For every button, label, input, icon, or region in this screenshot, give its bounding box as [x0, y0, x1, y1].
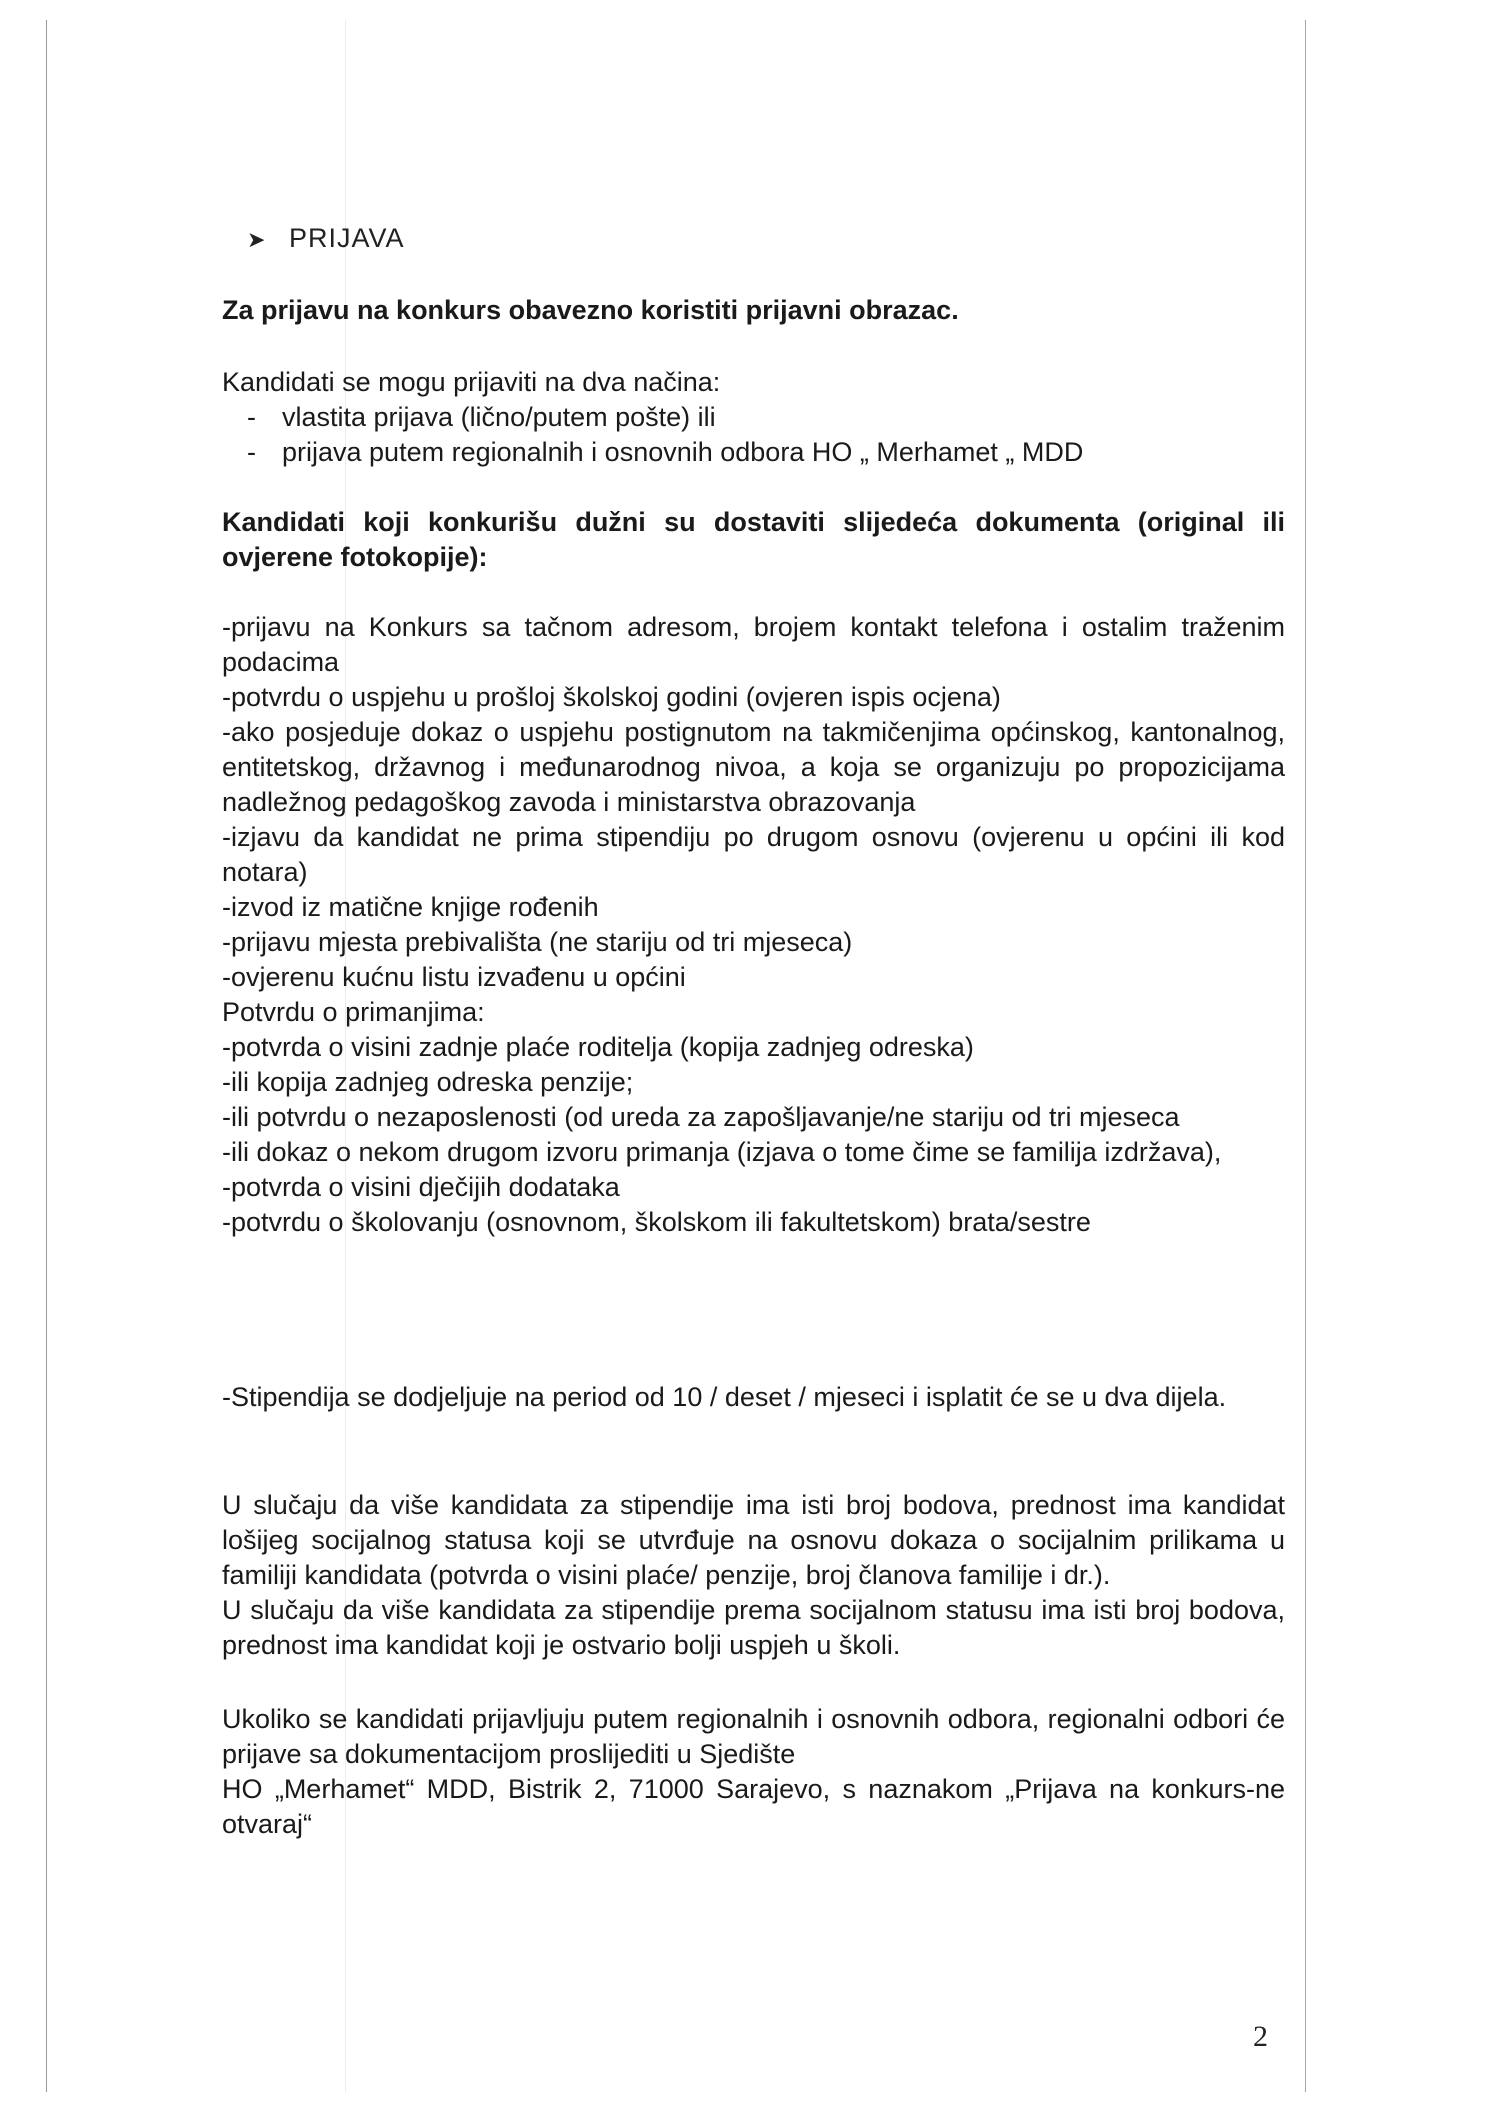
- list-item: -potvrda o visini zadnje plaće roditelja (kopija zadnjeg odreska): [222, 1032, 974, 1062]
- scholarship-period: -Stipendija se dodjeljuje na period od 10 / deset / mjeseci i isplatit će se u dva dijela.: [222, 1382, 1227, 1412]
- list-item: -potvrda o visini dječijih dodataka: [222, 1172, 620, 1202]
- list-item: -izvod iz matične knjige rođenih: [222, 892, 599, 922]
- scan-edge-right: [1305, 20, 1306, 2092]
- list-item: -ili potvrdu o nezaposlenosti (od ureda za zapošljavanje/ne stariju od tri mjeseca: [222, 1102, 1180, 1132]
- page-number: 2: [1253, 2020, 1268, 2053]
- income-title: Potvrdu o primanjima:: [222, 997, 485, 1027]
- heading-text: PRIJAVA: [289, 223, 405, 253]
- list-item: -potvrdu o uspjehu u prošloj školskoj godini (ovjeren ispis ocjena): [222, 682, 1001, 712]
- scan-edge-left: [46, 20, 47, 2092]
- methods-list: [222, 400, 1285, 470]
- list-item: - vlastita prijava (lično/putem pošte) ili: [247, 402, 716, 432]
- list-item: -prijavu na Konkurs sa tačnom adresom, brojem kontakt telefona i ostalim traženim podacima: [222, 612, 1285, 677]
- list-item: -ovjerenu kućnu listu izvađenu u općini: [222, 962, 686, 992]
- intro-bold-text: Za prijavu na konkurs obavezno koristiti prijavni obrazac.: [222, 295, 959, 325]
- application-methods: [222, 365, 1285, 470]
- regional-line-1: Ukoliko se kandidati prijavljuju putem regionalnih i osnovnih odbora, regionalni odbori će prijave sa dokumentacijom proslijediti u Sjedište: [222, 1704, 1285, 1769]
- tie-rule-social: U slučaju da više kandidata za stipendije ima isti broj bodova, prednost ima kandidat lošijeg socijalnog statusa koji se utvrđuje na osnovu dokaza o socijalnim prilikama u familiji kandidata (potvrda o visini plaće/ penzije, broj članova familije i dr.).: [222, 1490, 1285, 1590]
- documents-list: [222, 610, 1285, 1240]
- regional-line-2: HO „Merhamet“ MDD, Bistrik 2, 71000 Sarajevo, s naznakom „Prijava na konkurs-ne otvaraj“: [222, 1774, 1285, 1839]
- list-item: - prijava putem regionalnih i osnovnih odbora HO „ Merhamet „ MDD: [247, 437, 1084, 467]
- list-item: -potvrdu o školovanju (osnovnom, školskom ili fakultetskom) brata/sestre: [222, 1207, 1091, 1237]
- tie-rule-success: U slučaju da više kandidata za stipendije prema socijalnom statusu ima isti broj bodova, prednost ima kandidat koji je ostvario bolji uspjeh u školi.: [222, 1595, 1285, 1660]
- list-item: -izjavu da kandidat ne prima stipendiju po drugom osnovu (ovjerenu u općini ili kod notara): [222, 822, 1285, 887]
- section-heading: [247, 221, 405, 257]
- list-item: -ili kopija zadnjeg odreska penzije;: [222, 1067, 634, 1097]
- methods-lead: Kandidati se mogu prijaviti na dva načina:: [222, 367, 721, 397]
- tie-rules: [222, 1488, 1285, 1663]
- list-item: -prijavu mjesta prebivališta (ne stariju od tri mjeseca): [222, 927, 853, 957]
- regional-submission: [222, 1702, 1285, 1842]
- list-item: -ako posjeduje dokaz o uspjehu postignutom na takmičenjima općinskog, kantonalnog, entitetskog, državnog i međunarodnog nivoa, a koja se organizuju po propozicijama nadležnog pedagoškog zavoda i ministarstva obrazovanja: [222, 717, 1285, 817]
- arrowhead-bullet-icon: ➤: [247, 227, 267, 252]
- list-item: -ili dokaz o nekom drugom izvoru primanja (izjava o tome čime se familija izdržava),: [222, 1137, 1222, 1167]
- documents-title: Kandidati koji konkurišu dužni su dostaviti slijedeća dokumenta (original ili ovjerene fotokopije):: [222, 507, 1285, 572]
